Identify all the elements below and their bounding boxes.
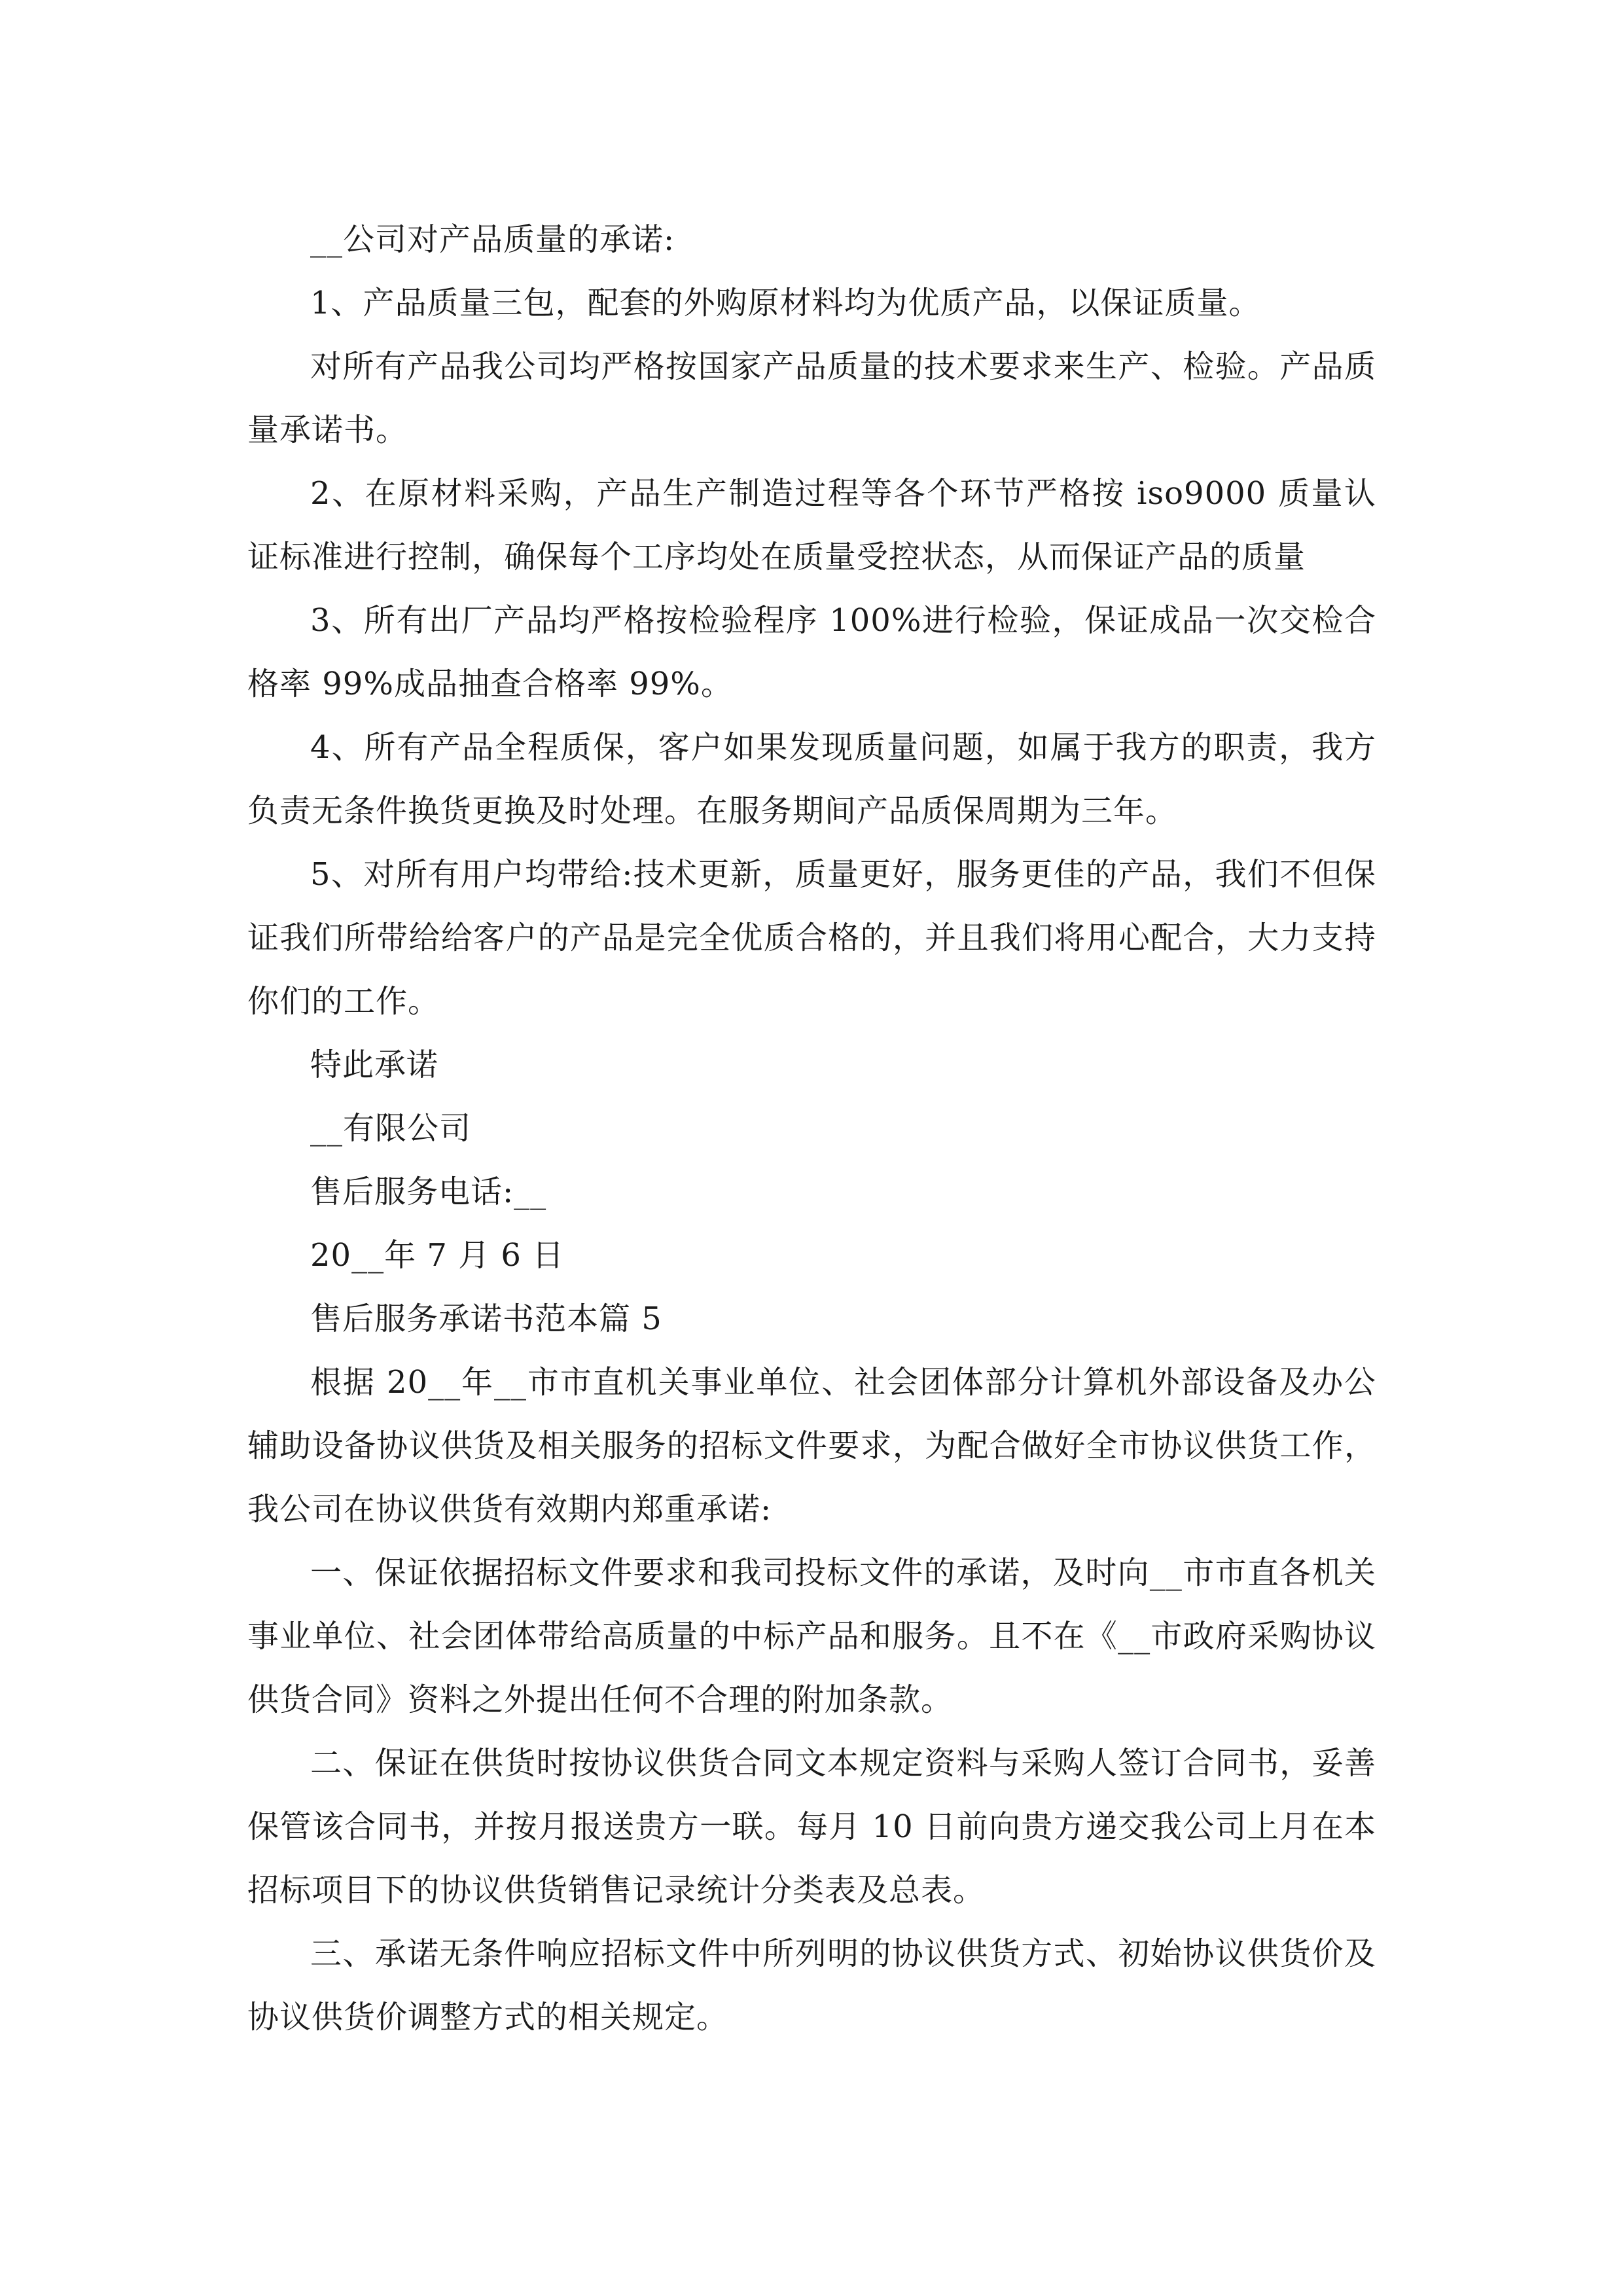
company-name: __有限公司	[310, 1110, 472, 1147]
paragraph-basis: 根据 20__年__市市直机关事业单位、社会团体部分计算机外部设备及办公辅助设备协议供货及相关服务的招标文件要求，为配合做好全市协议供货工作，我公司在协议供货有效期内郑重承诺:	[247, 1364, 1376, 1528]
paragraph-item-1: 1、产品质量三包，配套的外购原材料均为优质产品，以保证质量。	[310, 285, 1261, 321]
paragraph-intro: __公司对产品质量的承诺:	[310, 221, 675, 258]
paragraph-commitment-3: 三、承诺无条件响应招标文件中所列明的协议供货方式、初始协议供货价及协议供货价调整方式的相关规定。	[247, 1935, 1376, 2036]
document-body	[247, 208, 1376, 2049]
paragraph-item-3: 3、所有出厂产品均严格按检验程序 100%进行检验，保证成品一次交检合格率 99%成品抽查合格率 99%。	[247, 602, 1376, 702]
paragraph-commitment-2: 二、保证在供货时按协议供货合同文本规定资料与采购人签订合同书，妥善保管该合同书，并按月报送贵方一联。每月 10 日前向贵方递交我公司上月在本招标项目下的协议供货销售记录统计分类表及总表。	[247, 1745, 1376, 1909]
document-date: 20__年 7 月 6 日	[310, 1237, 565, 1274]
service-phone: 售后服务电话:__	[310, 1174, 547, 1210]
section-title: 售后服务承诺书范本篇 5	[310, 1300, 662, 1337]
paragraph-quality-statement: 对所有产品我公司均严格按国家产品质量的技术要求来生产、检验。产品质量承诺书。	[247, 348, 1376, 448]
paragraph-item-2: 2、在原材料采购，产品生产制造过程等各个环节严格按 iso9000 质量认证标准进行控制，确保每个工序均处在质量受控状态，从而保证产品的质量	[247, 475, 1376, 575]
closing-statement: 特此承诺	[310, 1047, 439, 1083]
paragraph-item-5: 5、对所有用户均带给:技术更新，质量更好，服务更佳的产品，我们不但保证我们所带给给客户的产品是完全优质合格的，并且我们将用心配合，大力支持你们的工作。	[247, 856, 1376, 1020]
paragraph-item-4: 4、所有产品全程质保，客户如果发现质量问题，如属于我方的职责，我方负责无条件换货更换及时处理。在服务期间产品质保周期为三年。	[247, 729, 1376, 829]
paragraph-commitment-1: 一、保证依据招标文件要求和我司投标文件的承诺，及时向__市市直各机关事业单位、社会团体带给高质量的中标产品和服务。且不在《__市政府采购协议供货合同》资料之外提出任何不合理的附加条款。	[247, 1554, 1376, 1718]
